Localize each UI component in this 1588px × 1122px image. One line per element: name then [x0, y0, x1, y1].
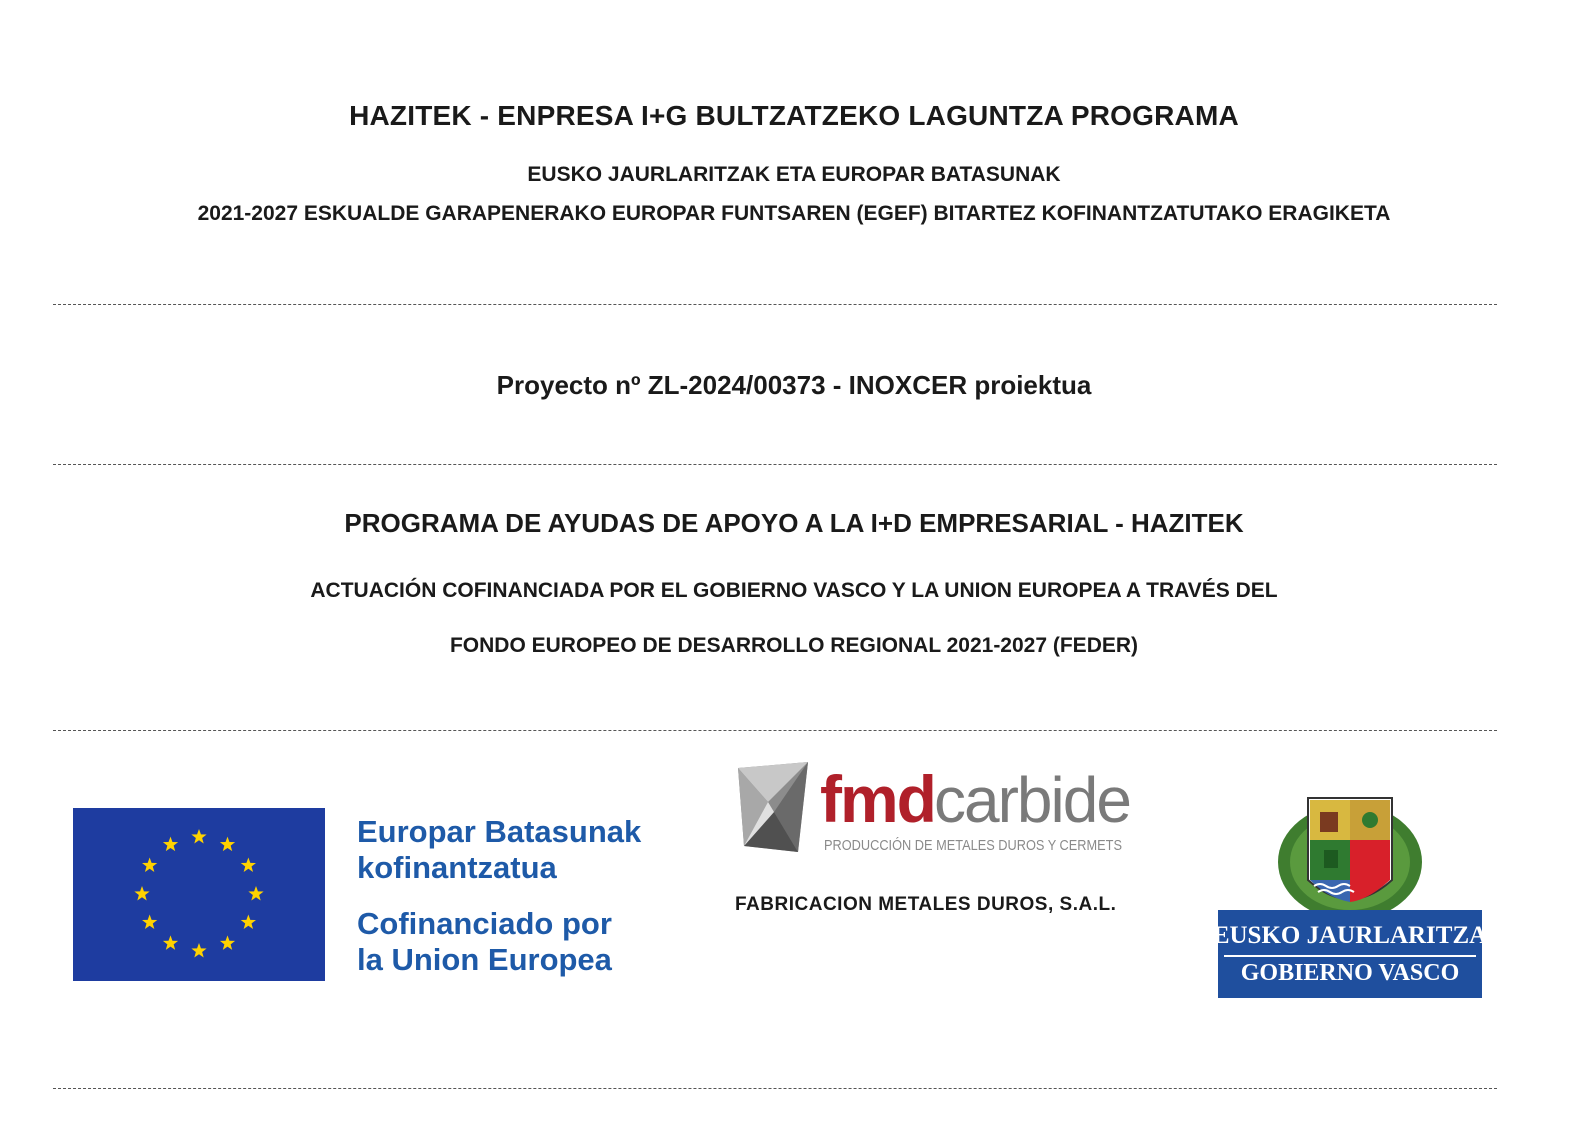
gobierno-vasco-logo — [1212, 790, 1488, 998]
fmd-carbide-logo — [738, 762, 1138, 862]
eu-star-icon — [142, 915, 157, 929]
fmd-company-name: FABRICACION METALES DUROS, S.A.L. — [735, 894, 1117, 915]
spanish-line-2: FONDO EUROPEO DE DESARROLLO REGIONAL 2021-2027 (FEDER) — [449, 634, 1139, 657]
eu-star-icon — [241, 858, 256, 872]
fmd-tagline: PRODUCCIÓN DE METALES DUROS Y CERMETS — [824, 837, 1122, 854]
basque-line-1: EUSKO JAURLARITZAK ETA EUROPAR BATASUNAK — [527, 163, 1061, 186]
spanish-line-1: ACTUACIÓN COFINANCIADA POR EL GOBIERNO VASCO Y LA UNION EUROPEA A TRAVÉS DEL — [310, 579, 1278, 602]
eu-flag-logo — [73, 808, 325, 981]
eu-spanish-line-2: la Union Europea — [357, 942, 612, 977]
basque-line-2: 2021-2027 ESKUALDE GARAPENERAKO EUROPAR FUNTSAREN (EGEF) BITARTEZ KOFINANTZATUTAKO ERAGIKETA — [197, 202, 1391, 225]
divider-1 — [53, 304, 1497, 305]
basque-title: HAZITEK - ENPRESA I+G BULTZATZEKO LAGUNTZA PROGRAMA — [349, 100, 1239, 131]
fmd-wordmark-fmd: fmd — [820, 762, 935, 836]
eu-star-icon — [134, 886, 149, 900]
divider-3 — [53, 730, 1497, 731]
eu-star-icon — [191, 829, 206, 843]
divider-2 — [53, 464, 1497, 465]
eu-star-icon — [248, 886, 263, 900]
eu-stars-icon — [73, 808, 325, 981]
eu-star-icon — [163, 837, 178, 851]
eu-star-icon — [163, 935, 178, 949]
eu-star-icon — [220, 837, 235, 851]
eu-star-icon — [241, 915, 256, 929]
eu-basque-line-2: kofinantzatua — [357, 850, 557, 885]
spanish-title: PROGRAMA DE AYUDAS DE APOYO A LA I+D EMPRESARIAL - HAZITEK — [344, 508, 1244, 538]
fmd-wordmark-carbide: carbide — [934, 764, 1130, 836]
gv-line-1: EUSKO JAURLARITZA — [1212, 922, 1488, 949]
eu-cofinance-text — [357, 814, 641, 978]
coat-of-arms-icon — [1278, 798, 1422, 920]
project-label: Proyecto nº ZL-2024/00373 - INOXCER proiektua — [496, 370, 1092, 400]
eu-star-icon — [220, 935, 235, 949]
eu-spanish-line-1: Cofinanciado por — [357, 906, 612, 941]
gv-line-2: GOBIERNO VASCO — [1240, 960, 1460, 986]
eu-star-icon — [142, 858, 157, 872]
fmd-cube-icon — [738, 762, 808, 852]
divider-4 — [53, 1088, 1497, 1089]
eu-basque-line-1: Europar Batasunak — [357, 814, 642, 849]
eu-star-icon — [191, 943, 206, 957]
